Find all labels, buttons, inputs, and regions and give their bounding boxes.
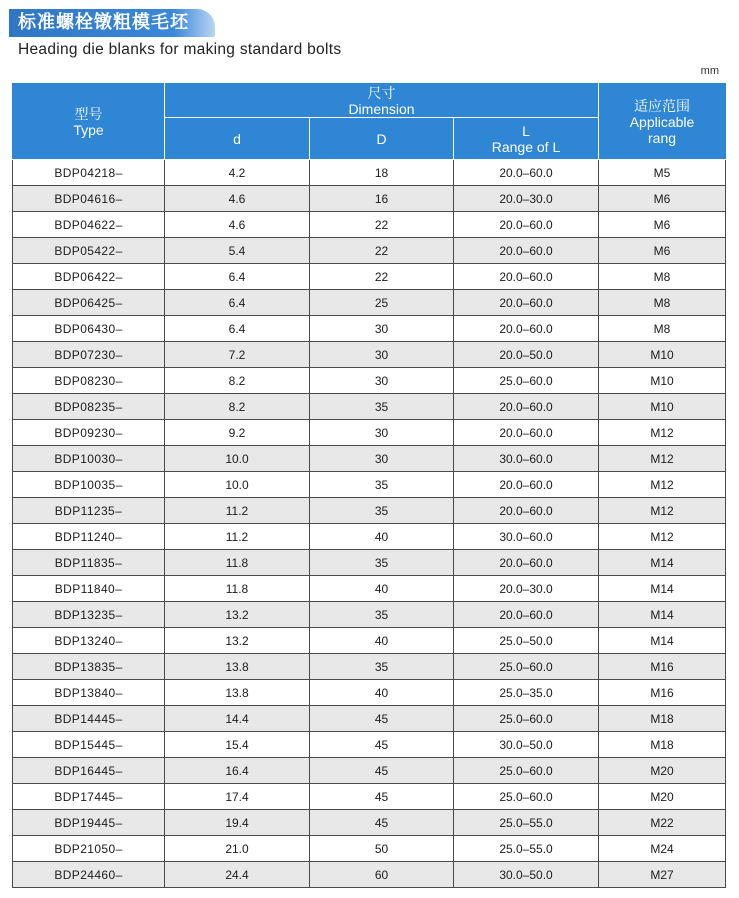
cell-L-range: 20.0–60.0 <box>454 394 599 420</box>
cell-applicable: M22 <box>599 810 726 836</box>
cell-D-outer: 22 <box>310 212 454 238</box>
cell-D-outer: 16 <box>310 186 454 212</box>
cell-D-outer: 60 <box>310 862 454 888</box>
cell-d: 8.2 <box>165 368 310 394</box>
cell-L-range: 25.0–60.0 <box>454 706 599 732</box>
cell-type: BDP14445– <box>13 706 165 732</box>
cell-type: BDP11835– <box>13 550 165 576</box>
cell-L-range: 20.0–60.0 <box>454 498 599 524</box>
cell-L-range: 25.0–60.0 <box>454 368 599 394</box>
col-header-type <box>13 84 165 160</box>
cell-D-outer: 30 <box>310 342 454 368</box>
cell-type: BDP13235– <box>13 602 165 628</box>
cell-D-outer: 22 <box>310 264 454 290</box>
cell-D-outer: 30 <box>310 368 454 394</box>
table-row <box>13 758 726 784</box>
cell-L-range: 25.0–60.0 <box>454 758 599 784</box>
cell-D-outer: 30 <box>310 446 454 472</box>
cell-applicable: M14 <box>599 628 726 654</box>
cell-d: 13.8 <box>165 654 310 680</box>
cell-applicable: M18 <box>599 706 726 732</box>
cell-D-outer: 50 <box>310 836 454 862</box>
table-row <box>13 368 726 394</box>
cell-L-range: 20.0–50.0 <box>454 342 599 368</box>
cell-L-range: 30.0–50.0 <box>454 732 599 758</box>
cell-d: 5.4 <box>165 238 310 264</box>
table-row <box>13 576 726 602</box>
cell-type: BDP19445– <box>13 810 165 836</box>
col-header-dimension-cn: 尺寸 <box>367 84 396 101</box>
cell-d: 10.0 <box>165 446 310 472</box>
cell-type: BDP11840– <box>13 576 165 602</box>
cell-type: BDP08235– <box>13 394 165 420</box>
spec-table <box>12 83 726 888</box>
table-row <box>13 394 726 420</box>
cell-type: BDP08230– <box>13 368 165 394</box>
cell-D-outer: 45 <box>310 810 454 836</box>
cell-applicable: M12 <box>599 420 726 446</box>
cell-applicable: M5 <box>599 160 726 186</box>
cell-applicable: M20 <box>599 758 726 784</box>
cell-type: BDP06425– <box>13 290 165 316</box>
cell-D-outer: 35 <box>310 602 454 628</box>
cell-d: 4.6 <box>165 186 310 212</box>
spec-table-body <box>13 160 726 888</box>
col-header-dimension-en: Dimension <box>348 100 415 117</box>
col-header-applicable-cn: 适应范围 <box>634 97 691 114</box>
cell-L-range: 20.0–60.0 <box>454 316 599 342</box>
cell-D-outer: 45 <box>310 732 454 758</box>
cell-applicable: M6 <box>599 212 726 238</box>
cell-L-range: 25.0–55.0 <box>454 810 599 836</box>
col-header-d <box>165 118 310 160</box>
cell-type: BDP13835– <box>13 654 165 680</box>
cell-L-range: 25.0–60.0 <box>454 654 599 680</box>
cell-type: BDP07230– <box>13 342 165 368</box>
cell-d: 10.0 <box>165 472 310 498</box>
cell-d: 9.2 <box>165 420 310 446</box>
cell-applicable: M12 <box>599 524 726 550</box>
cell-L-range: 20.0–60.0 <box>454 160 599 186</box>
cell-applicable: M12 <box>599 472 726 498</box>
cell-d: 13.8 <box>165 680 310 706</box>
table-row <box>13 784 726 810</box>
cell-applicable: M10 <box>599 394 726 420</box>
cell-d: 11.8 <box>165 576 310 602</box>
table-row <box>13 290 726 316</box>
cell-L-range: 20.0–60.0 <box>454 264 599 290</box>
cell-D-outer: 40 <box>310 524 454 550</box>
cell-applicable: M8 <box>599 316 726 342</box>
table-row <box>13 680 726 706</box>
cell-type: BDP04616– <box>13 186 165 212</box>
table-row <box>13 602 726 628</box>
cell-applicable: M16 <box>599 680 726 706</box>
table-row <box>13 810 726 836</box>
cell-type: BDP17445– <box>13 784 165 810</box>
cell-d: 16.4 <box>165 758 310 784</box>
cell-d: 8.2 <box>165 394 310 420</box>
cell-D-outer: 35 <box>310 394 454 420</box>
cell-L-range: 30.0–50.0 <box>454 862 599 888</box>
cell-D-outer: 40 <box>310 576 454 602</box>
cell-applicable: M14 <box>599 602 726 628</box>
table-row <box>13 836 726 862</box>
cell-applicable: M8 <box>599 264 726 290</box>
cell-applicable: M6 <box>599 186 726 212</box>
cell-type: BDP06422– <box>13 264 165 290</box>
cell-d: 4.2 <box>165 160 310 186</box>
col-header-D <box>310 118 454 160</box>
table-row <box>13 862 726 888</box>
cell-d: 14.4 <box>165 706 310 732</box>
cell-L-range: 25.0–55.0 <box>454 836 599 862</box>
col-header-type-en: Type <box>73 121 104 138</box>
table-row <box>13 316 726 342</box>
cell-D-outer: 40 <box>310 680 454 706</box>
cell-type: BDP21050– <box>13 836 165 862</box>
cell-L-range: 20.0–60.0 <box>454 550 599 576</box>
cell-d: 4.6 <box>165 212 310 238</box>
cell-type: BDP04622– <box>13 212 165 238</box>
cell-applicable: M18 <box>599 732 726 758</box>
col-header-L <box>454 118 599 160</box>
col-header-applicable-en1: Applicable <box>629 113 695 130</box>
cell-L-range: 30.0–60.0 <box>454 446 599 472</box>
cell-L-range: 20.0–60.0 <box>454 420 599 446</box>
cell-applicable: M14 <box>599 576 726 602</box>
cell-L-range: 20.0–30.0 <box>454 576 599 602</box>
table-row <box>13 186 726 212</box>
cell-type: BDP10035– <box>13 472 165 498</box>
col-header-L-en: Range of L <box>491 138 561 155</box>
cell-type: BDP09230– <box>13 420 165 446</box>
cell-L-range: 20.0–60.0 <box>454 290 599 316</box>
table-row <box>13 238 726 264</box>
cell-type: BDP13840– <box>13 680 165 706</box>
cell-D-outer: 22 <box>310 238 454 264</box>
cell-L-range: 25.0–50.0 <box>454 628 599 654</box>
table-row <box>13 524 726 550</box>
table-row <box>13 420 726 446</box>
col-header-L-cn: L <box>522 122 530 139</box>
table-row <box>13 628 726 654</box>
cell-type: BDP06430– <box>13 316 165 342</box>
cell-d: 6.4 <box>165 264 310 290</box>
cell-applicable: M12 <box>599 446 726 472</box>
table-row <box>13 706 726 732</box>
cell-type: BDP05422– <box>13 238 165 264</box>
page-subtitle: Heading die blanks for making standard bolts <box>18 41 342 58</box>
cell-type: BDP16445– <box>13 758 165 784</box>
cell-type: BDP24460– <box>13 862 165 888</box>
col-header-applicable <box>599 84 726 160</box>
cell-L-range: 25.0–60.0 <box>454 784 599 810</box>
cell-applicable: M16 <box>599 654 726 680</box>
cell-d: 24.4 <box>165 862 310 888</box>
cell-d: 13.2 <box>165 602 310 628</box>
cell-L-range: 20.0–60.0 <box>454 212 599 238</box>
cell-applicable: M14 <box>599 550 726 576</box>
cell-type: BDP11240– <box>13 524 165 550</box>
cell-L-range: 20.0–60.0 <box>454 602 599 628</box>
cell-L-range: 25.0–35.0 <box>454 680 599 706</box>
cell-L-range: 20.0–30.0 <box>454 186 599 212</box>
cell-d: 11.2 <box>165 498 310 524</box>
page-title: 标准螺栓镦粗模毛坯 <box>18 12 189 33</box>
cell-D-outer: 35 <box>310 550 454 576</box>
table-row <box>13 446 726 472</box>
cell-D-outer: 18 <box>310 160 454 186</box>
table-row <box>13 472 726 498</box>
cell-type: BDP15445– <box>13 732 165 758</box>
cell-d: 17.4 <box>165 784 310 810</box>
cell-D-outer: 25 <box>310 290 454 316</box>
cell-D-outer: 40 <box>310 628 454 654</box>
cell-D-outer: 35 <box>310 654 454 680</box>
cell-L-range: 20.0–60.0 <box>454 238 599 264</box>
cell-applicable: M8 <box>599 290 726 316</box>
table-row <box>13 732 726 758</box>
col-header-applicable-en2: rang <box>648 129 677 146</box>
table-row <box>13 342 726 368</box>
cell-type: BDP13240– <box>13 628 165 654</box>
cell-type: BDP11235– <box>13 498 165 524</box>
cell-d: 7.2 <box>165 342 310 368</box>
cell-type: BDP04218– <box>13 160 165 186</box>
cell-applicable: M10 <box>599 342 726 368</box>
table-row <box>13 550 726 576</box>
col-header-dimension <box>165 84 599 118</box>
cell-d: 21.0 <box>165 836 310 862</box>
cell-d: 11.2 <box>165 524 310 550</box>
unit-label: mm <box>700 65 719 77</box>
cell-d: 15.4 <box>165 732 310 758</box>
col-header-type-cn: 型号 <box>74 105 103 122</box>
cell-D-outer: 45 <box>310 706 454 732</box>
table-row <box>13 498 726 524</box>
cell-applicable: M12 <box>599 498 726 524</box>
table-row <box>13 160 726 186</box>
cell-d: 13.2 <box>165 628 310 654</box>
cell-d: 19.4 <box>165 810 310 836</box>
title-banner <box>9 9 215 37</box>
cell-applicable: M6 <box>599 238 726 264</box>
cell-L-range: 30.0–60.0 <box>454 524 599 550</box>
table-row <box>13 212 726 238</box>
cell-d: 6.4 <box>165 290 310 316</box>
cell-d: 11.8 <box>165 550 310 576</box>
cell-D-outer: 45 <box>310 758 454 784</box>
cell-d: 6.4 <box>165 316 310 342</box>
cell-D-outer: 30 <box>310 420 454 446</box>
table-row <box>13 654 726 680</box>
cell-D-outer: 35 <box>310 472 454 498</box>
cell-applicable: M24 <box>599 836 726 862</box>
cell-D-outer: 30 <box>310 316 454 342</box>
cell-D-outer: 45 <box>310 784 454 810</box>
cell-L-range: 20.0–60.0 <box>454 472 599 498</box>
cell-D-outer: 35 <box>310 498 454 524</box>
cell-applicable: M10 <box>599 368 726 394</box>
cell-type: BDP10030– <box>13 446 165 472</box>
col-header-D-label: D <box>376 130 387 147</box>
col-header-d-label: d <box>233 130 241 147</box>
cell-applicable: M20 <box>599 784 726 810</box>
cell-applicable: M27 <box>599 862 726 888</box>
table-row <box>13 264 726 290</box>
